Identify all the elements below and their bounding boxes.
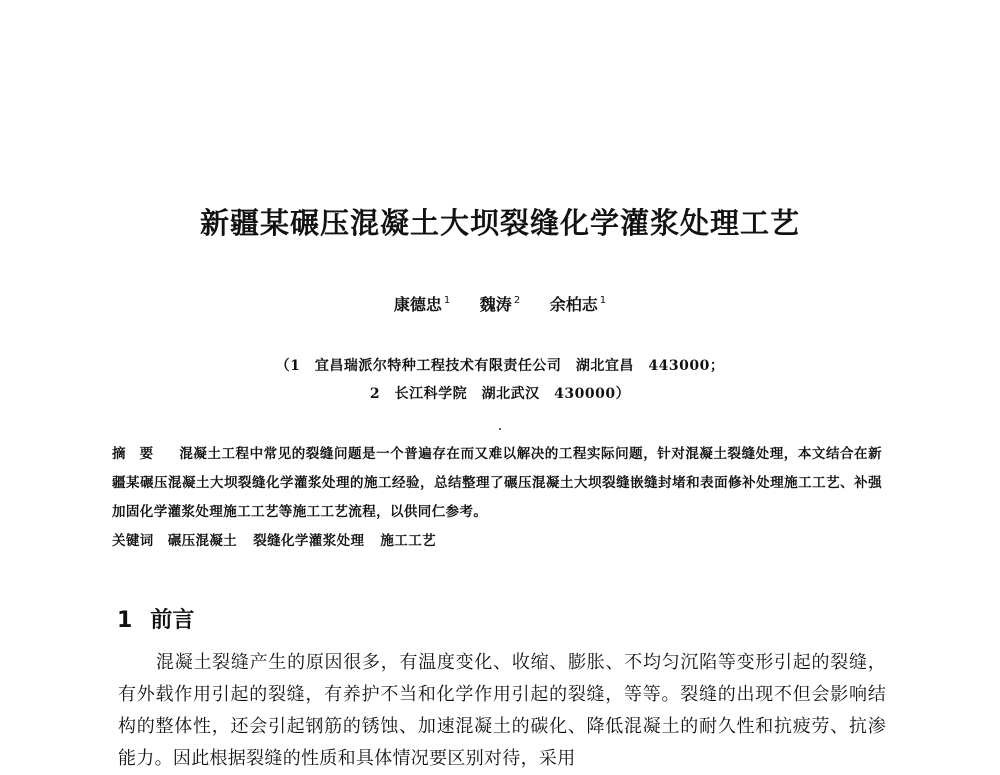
keywords-label: 关键词 bbox=[112, 533, 154, 549]
author-2 bbox=[480, 292, 520, 315]
section-number: 1 bbox=[117, 608, 133, 633]
author-affiliation-mark: 1 bbox=[599, 295, 607, 306]
author-name: 魏涛 bbox=[479, 295, 512, 314]
keyword-item: 裂缝化学灌浆处理 bbox=[253, 533, 365, 549]
section-title: 前言 bbox=[150, 608, 195, 633]
author-affiliation-mark: 2 bbox=[513, 295, 521, 306]
affiliation-line-2: 2 长江科学院 湖北武汉 430000） bbox=[369, 386, 631, 402]
keyword-item: 碾压混凝土 bbox=[167, 533, 238, 549]
affiliation-line-1: （1 宜昌瑞派尔特种工程技术有限责任公司 湖北宜昌 443000； bbox=[275, 358, 725, 374]
scan-speck bbox=[499, 428, 501, 430]
paper-title: 新疆某碾压混凝土大坝裂缝化学灌浆处理工艺 bbox=[199, 206, 800, 240]
author-name: 康德忠 bbox=[393, 295, 442, 314]
section-heading bbox=[117, 603, 194, 634]
abstract-text: 混凝土工程中常见的裂缝问题是一个普遍存在而又难以解决的工程实际问题，针对混凝土裂缝处理，本文结合在新疆某碾压混凝土大坝裂缝化学灌浆处理的施工经验，总结整理了碾压混凝土大坝裂缝嵌缝封堵和表面修补处理施工工艺、补强加固化学灌浆处理施工工艺等施工工艺流程，以供同仁参考。 bbox=[112, 446, 883, 520]
abstract bbox=[112, 440, 882, 527]
author-name: 余柏志 bbox=[549, 295, 598, 314]
body-paragraph: 混凝土裂缝产生的原因很多，有温度变化、收缩、膨胀、不均匀沉陷等变形引起的裂缝，有外载作用引起的裂缝，有养护不当和化学作用引起的裂缝，等等。裂缝的出现不但会影响结构的整体性，还会引起钢筋的锈蚀、加速混凝土的碳化、降低混凝土的耐久性和抗疲劳、抗渗能力。因此根据裂缝的性质和具体情况要区别对待，采用 bbox=[118, 652, 886, 769]
author-affiliation-mark: 1 bbox=[443, 295, 451, 306]
abstract-label: 摘要 bbox=[112, 446, 168, 462]
author-list bbox=[0, 292, 1000, 315]
author-1 bbox=[394, 292, 450, 315]
keywords bbox=[112, 529, 452, 549]
author-3 bbox=[550, 292, 606, 315]
keyword-item: 施工工艺 bbox=[380, 533, 437, 549]
